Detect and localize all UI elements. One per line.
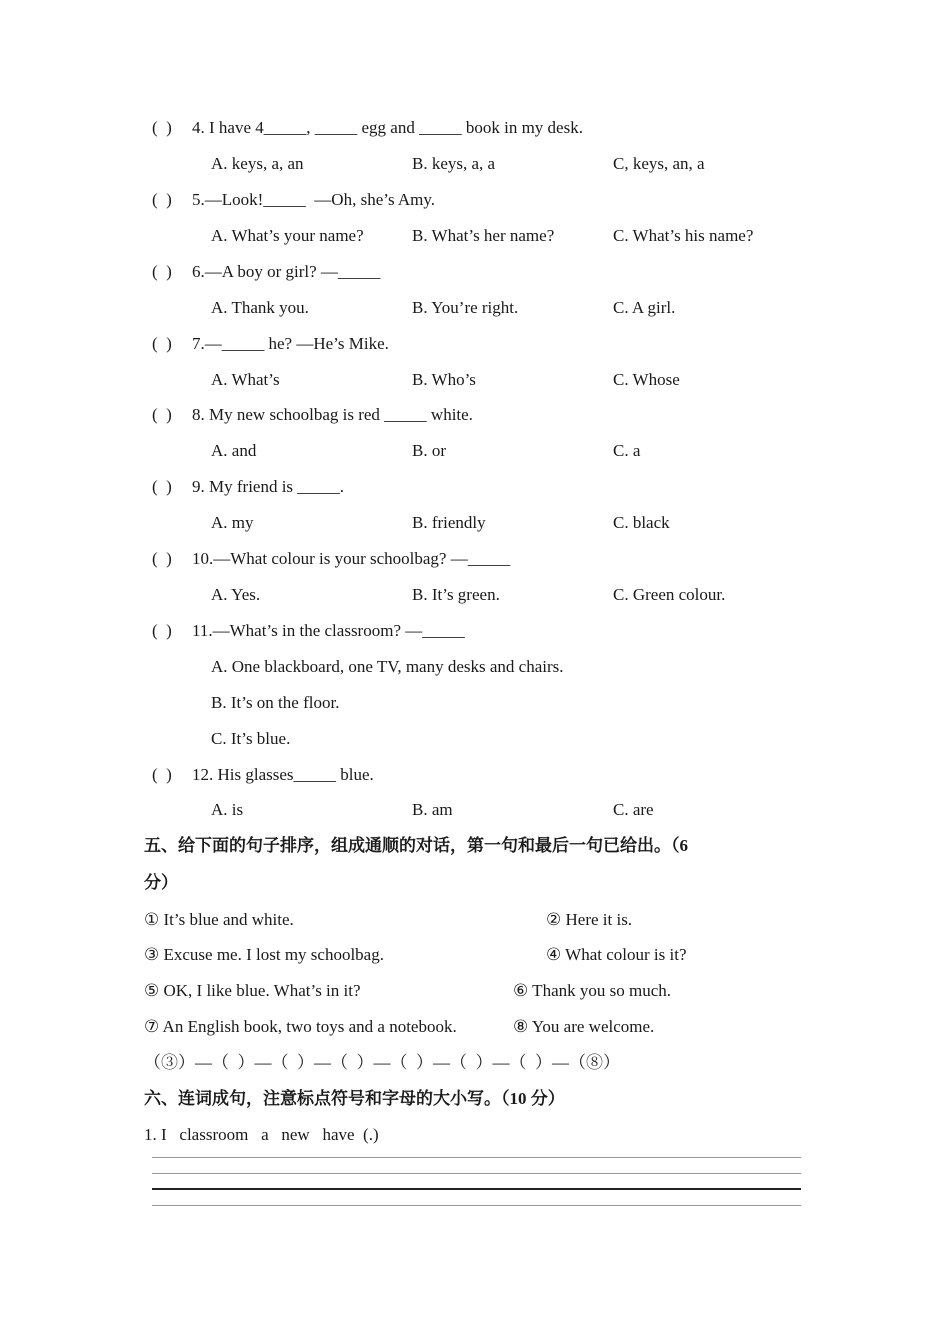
- q11-option-a: A. One blackboard, one TV, many desks and chairs.: [211, 657, 564, 676]
- q10-option-a: A. Yes.: [211, 585, 261, 604]
- question-12-stem: 12. His glasses_____ blue.: [192, 765, 374, 784]
- item-1-words: 1. I classroom a new have (.): [144, 1125, 379, 1144]
- q4-option-b: B. keys, a, a: [412, 154, 496, 173]
- writing-line-3[interactable]: [152, 1205, 801, 1206]
- question-7-stem: 7.—_____ he? —He’s Mike.: [192, 334, 389, 353]
- question-5-stem: 5.—Look!_____ —Oh, she’s Amy.: [192, 190, 436, 209]
- q6-option-b: B. You’re right.: [412, 298, 519, 317]
- sentence-2: ② Here it is.: [546, 910, 633, 929]
- question-10-stem: 10.—What colour is your schoolbag? —_____: [192, 549, 511, 568]
- q8-option-b: B. or: [412, 441, 446, 460]
- q7-option-a: A. What’s: [211, 370, 280, 389]
- answer-bracket[interactable]: ( ): [152, 549, 172, 568]
- q11-option-b: B. It’s on the floor.: [211, 693, 340, 712]
- answer-bracket[interactable]: ( ): [152, 765, 172, 784]
- answer-bracket[interactable]: ( ): [152, 334, 172, 353]
- q7-option-c: C. Whose: [613, 370, 680, 389]
- question-4-stem: 4. I have 4_____, _____ egg and _____ book in my desk.: [192, 118, 583, 137]
- q5-option-c: C. What’s his name?: [613, 226, 754, 245]
- q4-option-c: C, keys, an, a: [613, 154, 705, 173]
- answer-bracket[interactable]: ( ): [152, 405, 172, 424]
- q11-option-c: C. It’s blue.: [211, 729, 291, 748]
- question-9-stem: 9. My friend is _____.: [192, 477, 345, 496]
- q12-option-b: B. am: [412, 800, 453, 819]
- writing-line-2[interactable]: [152, 1173, 801, 1174]
- sentence-5: ⑤ OK, I like blue. What’s in it?: [144, 981, 361, 1000]
- q10-option-b: B. It’s green.: [412, 585, 500, 604]
- answer-bracket[interactable]: ( ): [152, 621, 172, 640]
- answer-bracket[interactable]: ( ): [152, 262, 172, 281]
- q10-option-c: C. Green colour.: [613, 585, 726, 604]
- writing-baseline[interactable]: [152, 1188, 801, 1190]
- sentence-7: ⑦ An English book, two toys and a notebook.: [144, 1017, 457, 1036]
- q6-option-a: A. Thank you.: [211, 298, 309, 317]
- answer-bracket[interactable]: ( ): [152, 190, 172, 209]
- q12-option-c: C. are: [613, 800, 654, 819]
- q5-option-b: B. What’s her name?: [412, 226, 555, 245]
- section-6-heading: 六、连词成句，注意标点符号和字母的大小写。（10 分）: [144, 1089, 565, 1108]
- answer-bracket[interactable]: ( ): [152, 477, 172, 496]
- question-11-stem: 11.—What’s in the classroom? —_____: [192, 621, 465, 640]
- answer-bracket[interactable]: ( ): [152, 118, 172, 137]
- q9-option-a: A. my: [211, 513, 254, 532]
- section-5-heading: 五、给下面的句子排序，组成通顺的对话，第一句和最后一句已给出。（6: [144, 836, 688, 855]
- sentence-3: ③ Excuse me. I lost my schoolbag.: [144, 945, 384, 964]
- question-6-stem: 6.—A boy or girl? —_____: [192, 262, 381, 281]
- q8-option-a: A. and: [211, 441, 257, 460]
- order-answer-line[interactable]: （③）—（ ）—（ ）—（ ）—（ ）—（ ）—（ ）—（⑧）: [144, 1053, 620, 1072]
- q5-option-a: A. What’s your name?: [211, 226, 364, 245]
- sentence-1: ① It’s blue and white.: [144, 910, 294, 929]
- sentence-8: ⑧ You are welcome.: [513, 1017, 655, 1036]
- q8-option-c: C. a: [613, 441, 641, 460]
- writing-line-1[interactable]: [152, 1157, 801, 1158]
- section-5-heading-cont: 分）: [144, 873, 178, 892]
- q12-option-a: A. is: [211, 800, 244, 819]
- sentence-6: ⑥ Thank you so much.: [513, 981, 671, 1000]
- sentence-4: ④ What colour is it?: [546, 945, 687, 964]
- q9-option-b: B. friendly: [412, 513, 486, 532]
- q6-option-c: C. A girl.: [613, 298, 676, 317]
- question-8-stem: 8. My new schoolbag is red _____ white.: [192, 405, 473, 424]
- q7-option-b: B. Who’s: [412, 370, 476, 389]
- q9-option-c: C. black: [613, 513, 670, 532]
- q4-option-a: A. keys, a, an: [211, 154, 304, 173]
